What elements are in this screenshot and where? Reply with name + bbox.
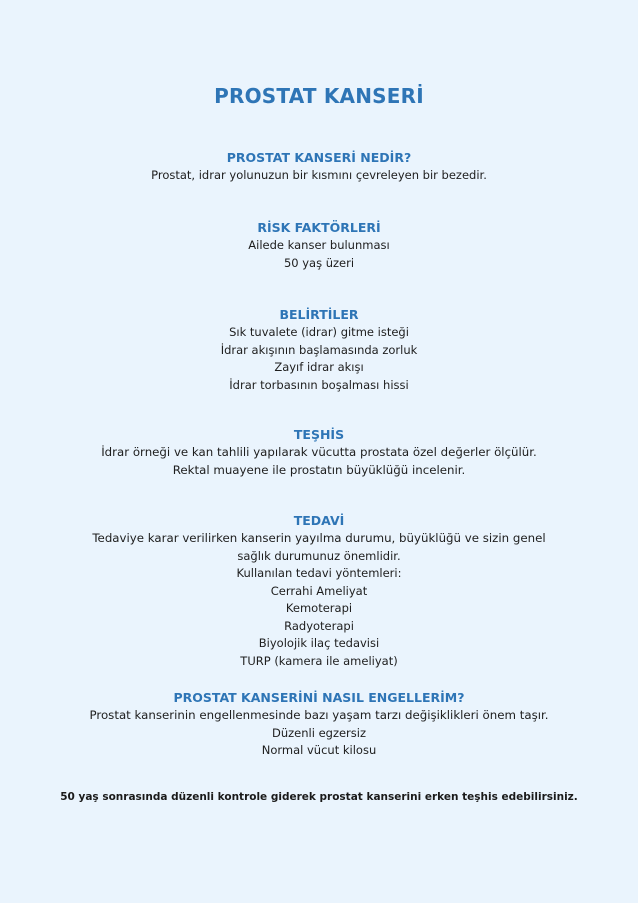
section-line: 50 yaş üzeri (283, 255, 355, 270)
section-line: Tedaviye karar verilirken kanserin yayılma durumu, büyüklüğü ve sizin genel (92, 531, 546, 545)
section-heading: PROSTAT KANSERİ NEDİR? (226, 150, 412, 165)
section-heading: TEDAVİ (293, 513, 345, 528)
section-line: İdrar akışının başlamasında zorluk (220, 342, 418, 357)
section-heading: BELİRTİLER (279, 307, 359, 322)
section-line: Rektal muayene ile prostatın büyüklüğü incelenir. (172, 462, 466, 477)
section-line: Prostat, idrar yolunuzun bir kısmını çevreleyen bir bezedir. (151, 168, 487, 182)
section-line: İdrar torbasının boşalması hissi (229, 377, 409, 392)
section-line: Biyolojik ilaç tedavisi (258, 636, 380, 650)
section-line: Cerrahi Ameliyat (270, 583, 368, 598)
section-prevention (0, 688, 638, 760)
section-line: Ailede kanser bulunması (248, 238, 390, 252)
section-line: Zayıf idrar akışı (274, 360, 364, 374)
section-symptoms (0, 305, 638, 394)
section-diagnosis (0, 425, 638, 479)
section-line: TURP (kamera ile ameliyat) (240, 653, 398, 668)
section-what-is (0, 148, 638, 185)
section-line: sağlık durumunuz önemlidir. (237, 548, 401, 563)
footer-note: 50 yaş sonrasında düzenli kontrole giderek prostat kanserini erken teşhis edebilirsiniz. (60, 791, 578, 803)
section-line: Normal vücut kilosu (261, 743, 377, 757)
section-line: Düzenli egzersiz (271, 725, 367, 740)
section-line: Sık tuvalete (idrar) gitme isteği (229, 325, 409, 339)
section-line: Prostat kanserinin engellenmesinde bazı yaşam tarzı değişiklikleri önem taşır. (89, 708, 549, 722)
section-treatment (0, 511, 638, 670)
section-risk-factors (0, 218, 638, 272)
page-title: PROSTAT KANSERİ (214, 84, 424, 108)
section-heading: TEŞHİS (293, 427, 345, 442)
section-heading: RİSK FAKTÖRLERİ (257, 220, 381, 235)
section-line: Kemoterapi (285, 601, 353, 615)
section-heading: PROSTAT KANSERİNİ NASIL ENGELLERİM? (173, 690, 465, 705)
section-line: İdrar örneği ve kan tahlili yapılarak vücutta prostata özel değerler ölçülür. (101, 445, 537, 459)
section-line: Kullanılan tedavi yöntemleri: (236, 566, 402, 580)
section-line: Radyoterapi (284, 618, 354, 633)
